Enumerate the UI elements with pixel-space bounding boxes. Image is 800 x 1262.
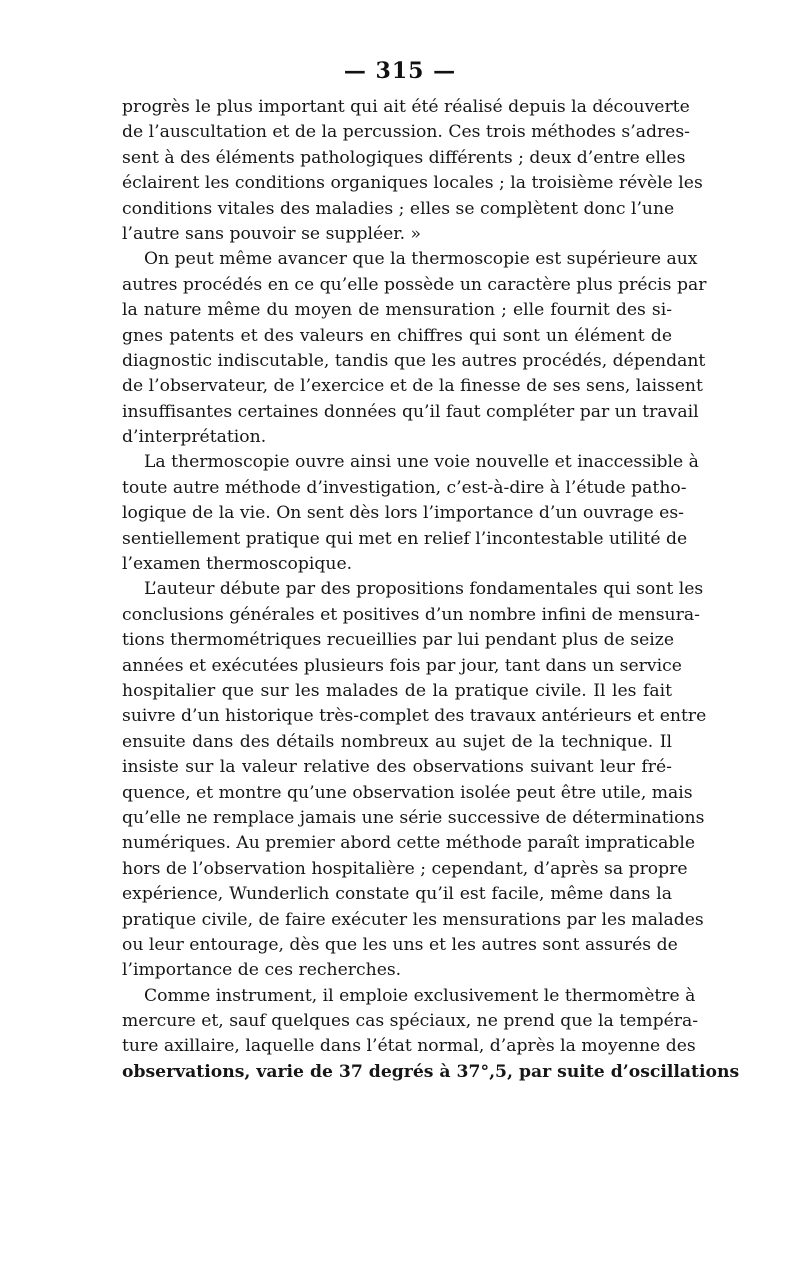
text-line: ensuite dans des détails nombreux au sujet de la technique. Il [122, 731, 672, 752]
text-line: mercure et, sauf quelques cas spéciaux, ne prend que la tempéra- [122, 1011, 699, 1032]
text-line: la nature même du moyen de mensuration ; elle fournit des si- [122, 300, 672, 321]
text-line: conclusions générales et positives d’un nombre infini de mensura- [122, 604, 700, 625]
text-line: numériques. Au premier abord cette méthode paraît impraticable [122, 833, 696, 854]
text-line: diagnostic indiscutable, tandis que les autres procédés, dépendant [122, 350, 706, 371]
text-line: La thermoscopie ouvre ainsi une voie nouvelle et inaccessible à [144, 452, 699, 473]
text-line: On peut même avancer que la thermoscopie est supérieure aux [144, 249, 698, 270]
text-line: sent à des éléments pathologiques différents ; deux d’entre elles [122, 147, 686, 168]
text-line: années et exécutées plusieurs fois par jour, tant dans un service [122, 655, 682, 676]
text-line: insiste sur la valeur relative des observations suivant leur fré- [122, 757, 672, 778]
text-line: qu’elle ne remplace jamais une série successive de déterminations [122, 807, 705, 828]
body-text [122, 95, 740, 1085]
text-line: observations, varie de 37 degrés à 37°,5, par suite d’oscillations [122, 1061, 740, 1082]
text-line: L’auteur débute par des propositions fondamentales qui sont les [144, 579, 704, 600]
text-line: quence, et montre qu’une observation isolée peut être utile, mais [122, 782, 693, 803]
text-line: sentiellement pratique qui met en relief l’incontestable utilité de [122, 528, 688, 549]
text-line: l’importance de ces recherches. [122, 960, 402, 981]
text-line: expérience, Wunderlich constate qu’il est facile, même dans la [122, 884, 672, 905]
text-line: éclairent les conditions organiques locales ; la troisième révèle les [122, 173, 703, 194]
text-line: de l’auscultation et de la percussion. Ces trois méthodes s’adres- [122, 122, 690, 143]
page-number: — 315 — [343, 58, 457, 84]
text-line: l’autre sans pouvoir se suppléer. » [122, 223, 422, 244]
text-line: l’examen thermoscopique. [122, 554, 353, 575]
text-line: conditions vitales des maladies ; elles se complètent donc l’une [122, 198, 675, 219]
text-line: ture axillaire, laquelle dans l’état normal, d’après la moyenne des [122, 1036, 696, 1057]
text-line: d’interprétation. [122, 427, 267, 448]
text-line: progrès le plus important qui ait été réalisé depuis la découverte [122, 97, 690, 117]
text-line: hospitalier que sur les malades de la pratique civile. Il les fait [122, 680, 672, 701]
text-line: insuffisantes certaines données qu’il faut compléter par un travail [122, 401, 699, 422]
text-line: hors de l’observation hospitalière ; cependant, d’après sa propre [122, 858, 688, 879]
text-line: suivre d’un historique très-complet des travaux antérieurs et entre [122, 706, 707, 727]
text-line: de l’observateur, de l’exercice et de la finesse de ses sens, laissent [122, 376, 703, 397]
text-line: toute autre méthode d’investigation, c’est-à-dire à l’étude patho- [122, 477, 687, 498]
text-line: tions thermométriques recueillies par lui pendant plus de seize [122, 630, 675, 651]
text-line: autres procédés en ce qu’elle possède un caractère plus précis par [122, 274, 707, 295]
text-line: gnes patents et des valeurs en chiffres qui sont un élément de [122, 325, 672, 346]
text-line: pratique civile, de faire exécuter les mensurations par les malades [122, 909, 704, 930]
text-line: ou leur entourage, dès que les uns et les autres sont assurés de [122, 934, 678, 955]
text-line: Comme instrument, il emploie exclusivement le thermomètre à [144, 985, 696, 1006]
text-line: logique de la vie. On sent dès lors l’importance d’un ouvrage es- [122, 503, 684, 524]
